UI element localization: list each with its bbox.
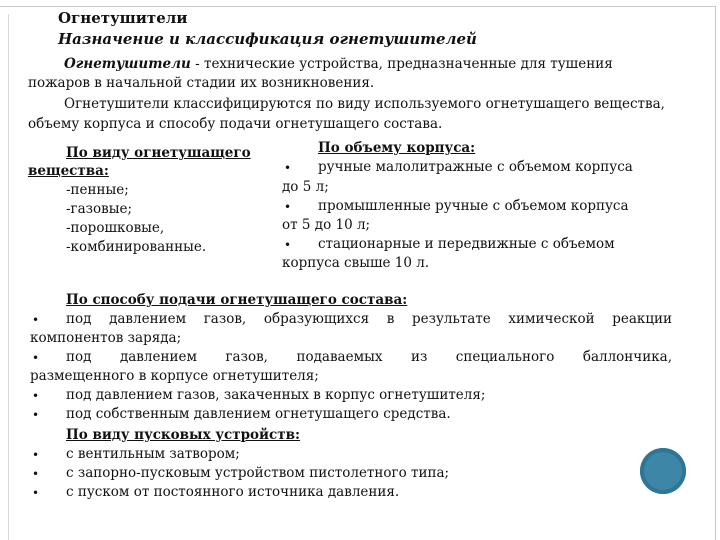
intro-term: Огнетушители bbox=[64, 56, 191, 72]
by-feed-item-2a: под давлением газов, подаваемых из специального баллончика, bbox=[66, 349, 672, 365]
frame-left-line bbox=[8, 14, 9, 540]
by-agent-heading-1: По виду огнетушащего bbox=[66, 145, 251, 161]
by-agent-item: -газовые; bbox=[66, 201, 133, 217]
intro-line-3: Огнетушители классифицируются по виду используемого огнетушащего вещества, bbox=[64, 96, 665, 112]
by-trigger-heading: По виду пусковых устройств: bbox=[66, 427, 300, 443]
bullet-icon: • bbox=[32, 408, 40, 422]
bullet-icon: • bbox=[32, 313, 40, 327]
by-feed-item-3: под давлением газов, закаченных в корпус огнетушителя; bbox=[66, 387, 486, 403]
by-trigger-item: с запорно-пусковым устройством пистолетного типа; bbox=[66, 465, 450, 481]
intro-line-1 bbox=[64, 56, 684, 72]
bullet-icon: • bbox=[32, 389, 40, 403]
slide-title: Огнетушители bbox=[58, 9, 188, 27]
frame-right-line bbox=[715, 6, 716, 540]
by-trigger-item: с пуском от постоянного источника давления. bbox=[66, 484, 400, 500]
bullet-icon: • bbox=[32, 351, 40, 365]
by-feed-item-1b: компонентов заряда; bbox=[30, 330, 182, 346]
by-volume-item-1a: ручные малолитражные с объемом корпуса bbox=[318, 159, 633, 175]
by-agent-item: -порошковые, bbox=[66, 220, 165, 236]
bullet-icon: • bbox=[32, 467, 40, 481]
bullet-icon: • bbox=[32, 448, 40, 462]
by-agent-item: -комбинированные. bbox=[66, 239, 207, 255]
by-feed-heading: По способу подачи огнетушащего состава: bbox=[66, 292, 408, 308]
bullet-icon: • bbox=[284, 161, 292, 175]
by-volume-item-1b: до 5 л; bbox=[282, 179, 329, 195]
bullet-icon: • bbox=[32, 486, 40, 500]
frame-top-line bbox=[0, 6, 716, 7]
by-trigger-item: с вентильным затвором; bbox=[66, 446, 240, 462]
by-volume-item-3b: корпуса свыше 10 л. bbox=[282, 255, 430, 271]
bullet-icon: • bbox=[284, 200, 292, 214]
by-volume-heading: По объему корпуса: bbox=[318, 140, 476, 156]
by-feed-item-4: под собственным давлением огнетушащего средства. bbox=[66, 406, 451, 422]
intro-line-1-rest: - технические устройства, предназначенные для тушения bbox=[190, 56, 613, 72]
bullet-icon: • bbox=[284, 238, 292, 252]
intro-line-2: пожаров в начальной стадии их возникновения. bbox=[28, 75, 375, 91]
by-agent-heading-2: вещества: bbox=[28, 163, 109, 179]
by-volume-item-2a: промышленные ручные с объемом корпуса bbox=[318, 198, 629, 214]
decorative-circle-icon bbox=[640, 448, 686, 494]
by-agent-item: -пенные; bbox=[66, 182, 129, 198]
by-feed-item-1a: под давлением газов, образующихся в результате химической реакции bbox=[66, 311, 672, 327]
slide-subtitle: Назначение и классификация огнетушителей bbox=[58, 30, 477, 48]
by-volume-item-2b: от 5 до 10 л; bbox=[282, 217, 371, 233]
by-volume-item-3a: стационарные и передвижные с объемом bbox=[318, 236, 615, 252]
intro-line-4: объему корпуса и способу подачи огнетушащего состава. bbox=[28, 116, 443, 132]
by-feed-item-2b: размещенного в корпусе огнетушителя; bbox=[30, 368, 319, 384]
